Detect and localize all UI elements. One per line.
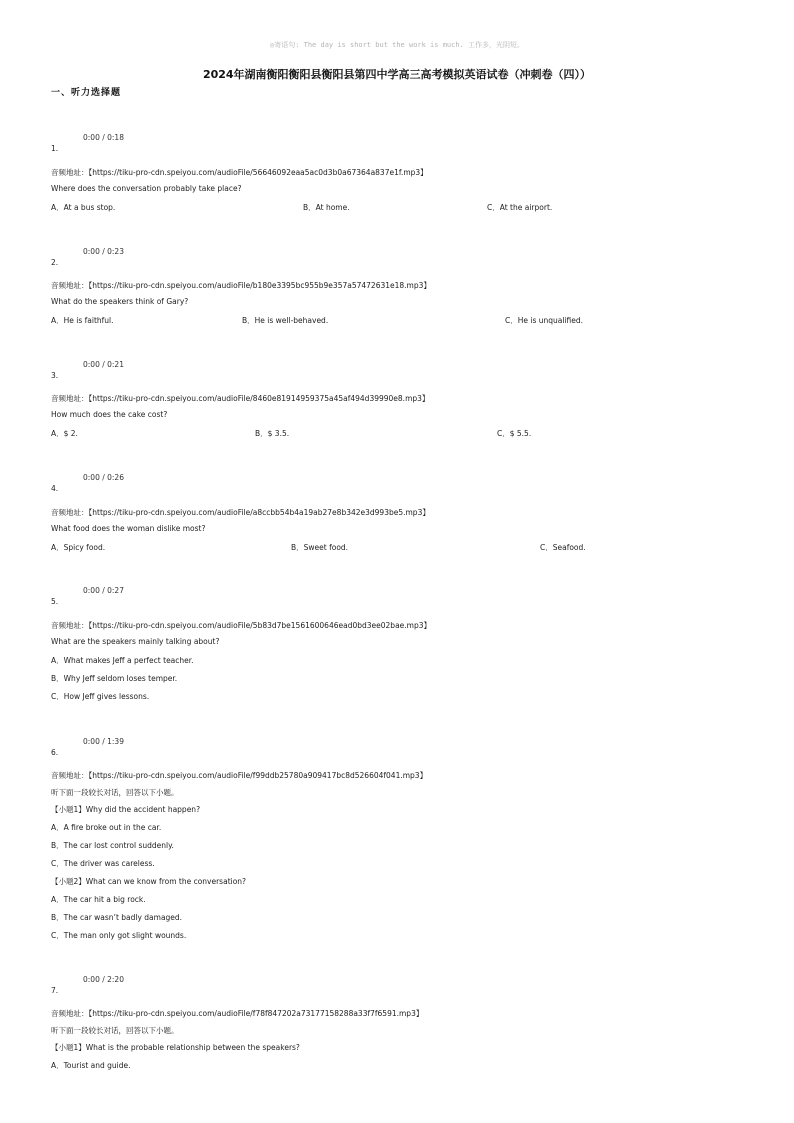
question-stem: What do the speakers think of Gary?	[51, 297, 189, 306]
sub-question-1: 【小题1】What is the probable relationship between the speakers?	[51, 1043, 300, 1052]
option-c[interactable]: C．How Jeff gives lessons.	[51, 692, 150, 701]
option-b[interactable]: B．He is well-behaved.	[242, 316, 329, 325]
sub-question-1: 【小题1】Why did the accident happen?	[51, 805, 201, 814]
question-stem: How much does the cake cost?	[51, 410, 168, 419]
audio-url: 音频地址：【https://tiku-pro-cdn.speiyou.com/audioFile/8460e81914959375a45af494d39990e8.mp3】	[51, 394, 430, 403]
question-number: 7.	[51, 986, 59, 995]
option-b[interactable]: B．The car wasn’t badly damaged.	[51, 913, 183, 922]
option-a[interactable]: A．A fire broke out in the car.	[51, 823, 162, 832]
audio-player[interactable]: 0:00 / 0:18	[83, 133, 124, 142]
audio-url: 音频地址：【https://tiku-pro-cdn.speiyou.com/audioFile/f99ddb25780a909417bc8d526604f041.mp3】	[51, 771, 428, 780]
question-number: 5.	[51, 597, 59, 606]
question-stem: What are the speakers mainly talking about?	[51, 637, 220, 646]
audio-url: 音频地址：【https://tiku-pro-cdn.speiyou.com/audioFile/56646092eaa5ac0d3b0a67364a837e1f.mp3】	[51, 168, 428, 177]
option-a[interactable]: A．At a bus stop.	[51, 203, 116, 212]
option-c[interactable]: C．Seafood.	[540, 543, 586, 552]
question-stem: Where does the conversation probably take place?	[51, 184, 242, 193]
question-intro: 听下面一段较长对话，回答以下小题。	[51, 1026, 179, 1035]
audio-player[interactable]: 0:00 / 0:26	[83, 473, 124, 482]
option-c[interactable]: C．The driver was careless.	[51, 859, 155, 868]
section-heading: 一、听力选择题	[51, 88, 122, 98]
question-number: 6.	[51, 748, 59, 757]
option-b[interactable]: B．Why Jeff seldom loses temper.	[51, 674, 178, 683]
option-a[interactable]: A．He is faithful.	[51, 316, 114, 325]
audio-url: 音频地址：【https://tiku-pro-cdn.speiyou.com/audioFile/5b83d7be1561600646ead0bd3ee02bae.mp3】	[51, 621, 432, 630]
option-a[interactable]: A．The car hit a big rock.	[51, 895, 146, 904]
option-b[interactable]: B．At home.	[303, 203, 350, 212]
option-c[interactable]: C．$ 5.5.	[497, 429, 532, 438]
question-number: 1.	[51, 144, 59, 153]
watermark: ◎寄语句: The day is short but the work is much. 工作多，光阴短。	[269, 41, 524, 49]
page-title: 2024年湖南衡阳衡阳县衡阳县第四中学高三高考模拟英语试卷（冲刺卷（四））	[202, 68, 592, 81]
question-number: 2.	[51, 258, 59, 267]
audio-player[interactable]: 0:00 / 2:20	[83, 975, 124, 984]
question-number: 3.	[51, 371, 59, 380]
audio-player[interactable]: 0:00 / 0:21	[83, 360, 124, 369]
audio-url: 音频地址：【https://tiku-pro-cdn.speiyou.com/audioFile/f78f847202a73177158288a33f7f6591.mp3】	[51, 1009, 424, 1018]
option-c[interactable]: C．He is unqualified.	[505, 316, 584, 325]
option-a[interactable]: A．$ 2.	[51, 429, 78, 438]
option-a[interactable]: A．Spicy food.	[51, 543, 106, 552]
sub-question-2: 【小题2】What can we know from the conversation?	[51, 877, 247, 886]
question-stem: What food does the woman dislike most?	[51, 524, 206, 533]
option-a[interactable]: A．Tourist and guide.	[51, 1061, 131, 1070]
audio-url: 音频地址：【https://tiku-pro-cdn.speiyou.com/audioFile/a8ccbb54b4a19ab27e8b342e3d993be5.mp3】	[51, 508, 430, 517]
option-b[interactable]: B．Sweet food.	[291, 543, 349, 552]
audio-url: 音频地址：【https://tiku-pro-cdn.speiyou.com/audioFile/b180e3395bc955b9e357a57472631e18.mp3】	[51, 281, 431, 290]
option-a[interactable]: A．What makes Jeff a perfect teacher.	[51, 656, 194, 665]
option-b[interactable]: B．The car lost control suddenly.	[51, 841, 174, 850]
option-c[interactable]: C．The man only got slight wounds.	[51, 931, 187, 940]
audio-player[interactable]: 0:00 / 0:27	[83, 586, 124, 595]
question-number: 4.	[51, 484, 59, 493]
option-b[interactable]: B．$ 3.5.	[255, 429, 290, 438]
audio-player[interactable]: 0:00 / 1:39	[83, 737, 124, 746]
question-intro: 听下面一段较长对话，回答以下小题。	[51, 788, 179, 797]
audio-player[interactable]: 0:00 / 0:23	[83, 247, 124, 256]
option-c[interactable]: C．At the airport.	[487, 203, 553, 212]
